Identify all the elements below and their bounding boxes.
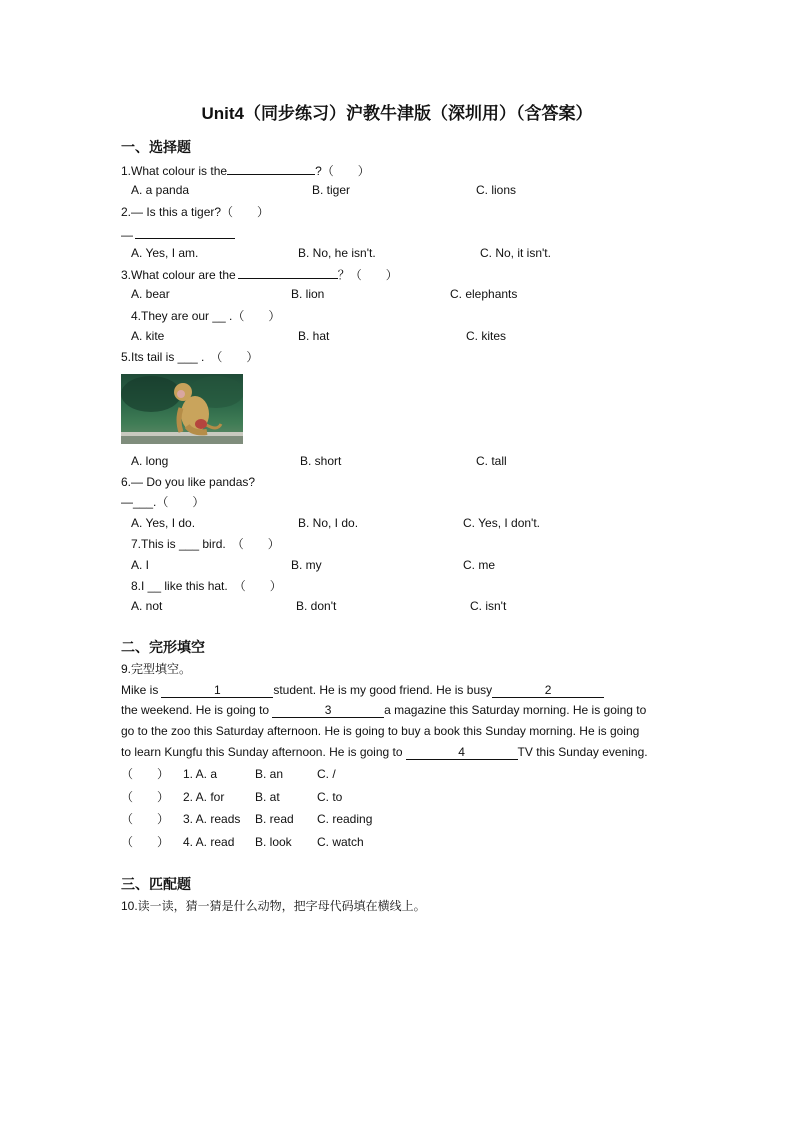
q6-option-c[interactable]: C. Yes, I don't. bbox=[463, 516, 541, 530]
q1-option-c[interactable]: C. lions bbox=[476, 183, 517, 197]
cloze-option-1a[interactable]: 1. A. a bbox=[183, 767, 218, 781]
section-cloze-heading: 二、完形填空 bbox=[121, 639, 205, 655]
q4-option-b[interactable]: B. hat bbox=[298, 329, 330, 343]
q1-option-b[interactable]: B. tiger bbox=[312, 183, 351, 197]
monkey-photo bbox=[121, 374, 243, 444]
q3-option-a[interactable]: A. bear bbox=[131, 287, 170, 301]
cloze-line-3: go to the zoo this Saturday afternoon. He is going to buy a book this Sunday morning. He is going bbox=[121, 724, 640, 738]
cloze-answer-paren-1[interactable]: （ ） bbox=[121, 767, 170, 781]
question-5: 5.Its tail is ___ . （ ） bbox=[121, 350, 259, 364]
cloze-blank-2[interactable]: 2 bbox=[492, 683, 604, 698]
answer-blank[interactable] bbox=[135, 226, 235, 239]
q7-option-a[interactable]: A. I bbox=[131, 558, 150, 572]
q2-option-a[interactable]: A. Yes, I am. bbox=[131, 246, 199, 260]
cloze-option-3b[interactable]: B. read bbox=[255, 812, 294, 826]
q5-option-b[interactable]: B. short bbox=[300, 454, 342, 468]
question-10: 10.读一读，猜一猜是什么动物，把字母代码填在横线上。 bbox=[121, 899, 426, 913]
question-1: 1.What colour is the ?（ ） bbox=[121, 164, 370, 178]
cloze-option-1b[interactable]: B. an bbox=[255, 767, 284, 781]
q8-option-b[interactable]: B. don't bbox=[296, 599, 337, 613]
cloze-option-4a[interactable]: 4. A. read bbox=[183, 835, 235, 849]
q7-option-c[interactable]: C. me bbox=[463, 558, 496, 572]
cloze-option-1c[interactable]: C. / bbox=[317, 767, 336, 781]
section-matching-heading: 三、匹配题 bbox=[121, 876, 191, 892]
question-2-reply: — bbox=[121, 226, 235, 243]
q6-option-a[interactable]: A. Yes, I do. bbox=[131, 516, 196, 530]
cloze-blank-1[interactable]: 1 bbox=[161, 683, 273, 698]
q7-option-b[interactable]: B. my bbox=[291, 558, 322, 572]
q2-option-c[interactable]: C. No, it isn't. bbox=[480, 246, 551, 260]
question-6-reply: —___.（ ） bbox=[121, 495, 205, 509]
q3-option-b[interactable]: B. lion bbox=[291, 287, 325, 301]
cloze-option-4c[interactable]: C. watch bbox=[317, 835, 364, 849]
cloze-option-2b[interactable]: B. at bbox=[255, 790, 280, 804]
question-3: 3.What colour are the ？（ ） bbox=[121, 268, 398, 282]
cloze-answer-paren-2[interactable]: （ ） bbox=[121, 790, 170, 804]
q4-option-c[interactable]: C. kites bbox=[466, 329, 507, 343]
q1-option-a[interactable]: A. a panda bbox=[131, 183, 190, 197]
cloze-option-3a[interactable]: 3. A. reads bbox=[183, 812, 241, 826]
cloze-option-3c[interactable]: C. reading bbox=[317, 812, 373, 826]
question-2: 2.— Is this a tiger?（ ） bbox=[121, 205, 270, 219]
cloze-blank-3[interactable]: 3 bbox=[272, 703, 384, 718]
question-7: 7.This is ___ bird. （ ） bbox=[131, 537, 280, 551]
q5-option-c[interactable]: C. tall bbox=[476, 454, 507, 468]
page-title: Unit4（同步练习）沪教牛津版（深圳用）（含答案） bbox=[201, 104, 593, 123]
cloze-line-1: Mike is 1 student. He is my good friend. He is busy 2 bbox=[121, 682, 604, 698]
q5-option-a[interactable]: A. long bbox=[131, 454, 169, 468]
question-8: 8.I __ like this hat. （ ） bbox=[131, 579, 282, 593]
q3-option-c[interactable]: C. elephants bbox=[450, 287, 518, 301]
cloze-line-2: the weekend. He is going to 3 a magazine this Saturday morning. He is going to bbox=[121, 703, 647, 717]
cloze-option-4b[interactable]: B. look bbox=[255, 835, 292, 849]
answer-blank[interactable] bbox=[238, 266, 338, 279]
cloze-option-2a[interactable]: 2. A. for bbox=[183, 790, 225, 804]
question-9-heading: 9.完型填空。 bbox=[121, 662, 192, 676]
q6-option-b[interactable]: B. No, I do. bbox=[298, 516, 359, 530]
monkey-illustration bbox=[121, 374, 243, 444]
question-6: 6.— Do you like pandas? bbox=[121, 475, 256, 489]
section-choice-heading: 一、选择题 bbox=[121, 139, 191, 155]
cloze-option-2c[interactable]: C. to bbox=[317, 790, 343, 804]
cloze-answer-paren-4[interactable]: （ ） bbox=[121, 835, 170, 849]
cloze-blank-4[interactable]: 4 bbox=[406, 745, 518, 760]
q8-option-c[interactable]: C. isn't bbox=[470, 599, 507, 613]
cloze-answer-paren-3[interactable]: （ ） bbox=[121, 812, 170, 826]
q8-option-a[interactable]: A. not bbox=[131, 599, 163, 613]
question-4: 4.They are our __ .（ ） bbox=[131, 309, 281, 323]
answer-blank[interactable] bbox=[227, 162, 315, 175]
q2-option-b[interactable]: B. No, he isn't. bbox=[298, 246, 376, 260]
cloze-line-4: to learn Kungfu this Sunday afternoon. He is going to 4 TV this Sunday evening. bbox=[121, 745, 648, 759]
q4-option-a[interactable]: A. kite bbox=[131, 329, 165, 343]
